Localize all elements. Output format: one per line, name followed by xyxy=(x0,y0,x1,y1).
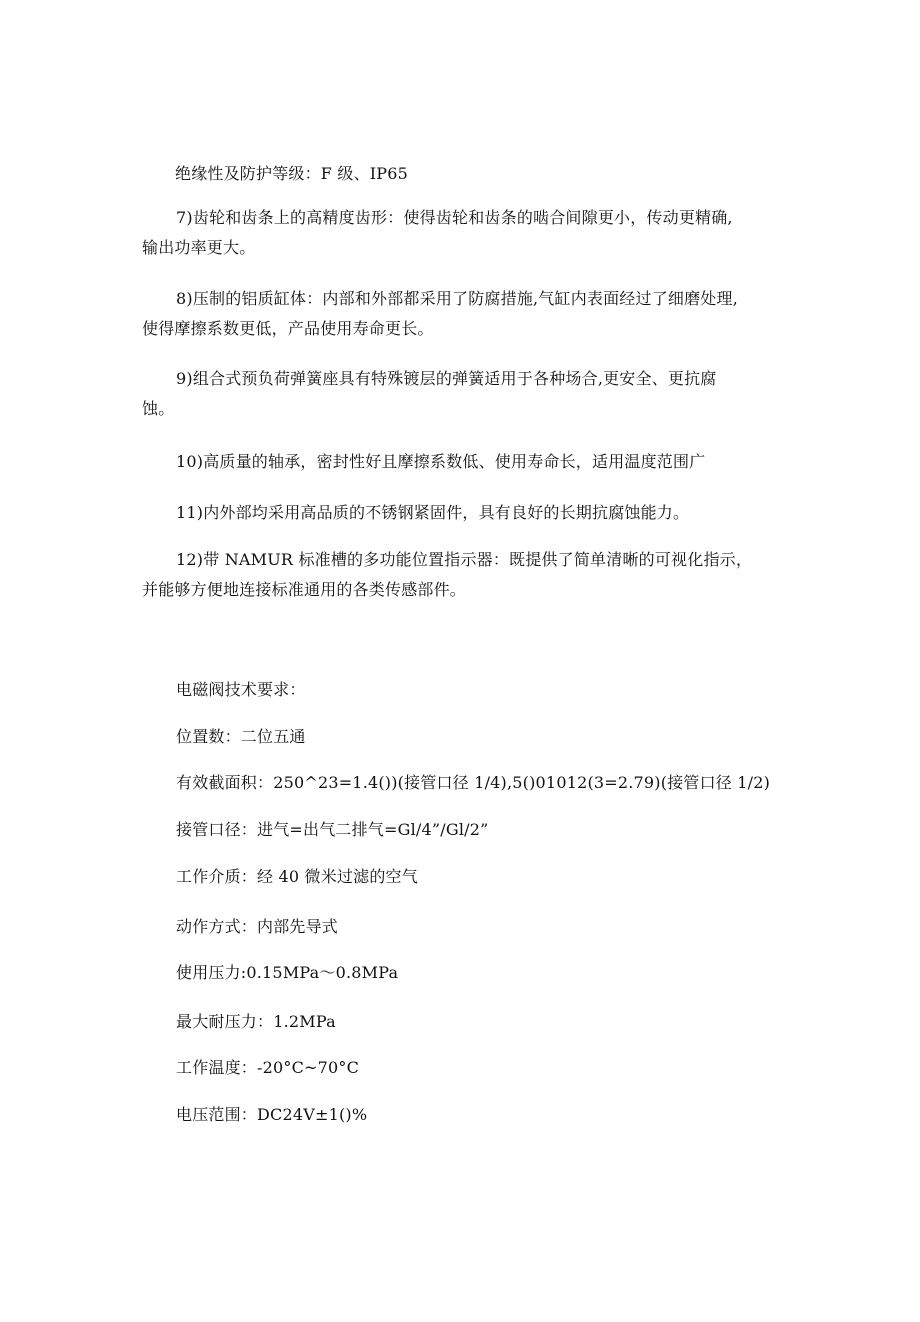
feature-item-7-line1: 7)齿轮和齿条上的高精度齿形：使得齿轮和齿条的啮合间隙更小，传动更精确, xyxy=(176,208,733,227)
feature-item-12 xyxy=(142,545,807,605)
feature-item-7 xyxy=(142,203,807,263)
feature-item-9-line1: 9)组合式预负荷弹簧座具有特殊镀层的弹簧适用于各种场合,更安全、更抗腐 xyxy=(176,369,717,388)
insulation-spec: 绝缘性及防护等级：F 级、IP65 xyxy=(175,164,409,183)
spec-max-pressure: 最大耐压力：1.2MPa xyxy=(176,1012,336,1031)
feature-item-8-line2: 使得摩擦系数更低，产品使用寿命更长。 xyxy=(142,319,434,338)
spec-working-pressure: 使用压力:0.15MPa～0.8MPa xyxy=(176,963,399,982)
solenoid-heading: 电磁阀技术要求： xyxy=(176,680,306,699)
spec-working-temperature: 工作温度：-20°C~70°C xyxy=(176,1058,360,1077)
feature-item-8-line1: 8)压制的铝质缸体：内部和外部都采用了防腐措施,气缸内表面经过了细磨处理, xyxy=(176,289,738,308)
feature-item-12-line1: 12)带 NAMUR 标准槽的多功能位置指示器：既提供了简单清晰的可视化指示， xyxy=(176,550,753,569)
spec-effective-area: 有效截面积：250^23=1.4())(接管口径 1/4),5()01012(3=2.79)(接管口径 1/2) xyxy=(176,773,771,792)
feature-item-9-line2: 蚀。 xyxy=(142,399,175,418)
spec-port-size: 接管口径：进气=出气二排气=Gl/4”/Gl/2” xyxy=(176,820,489,839)
spec-actuation-mode: 动作方式：内部先导式 xyxy=(176,917,339,936)
feature-item-8 xyxy=(142,284,807,344)
spec-position-count: 位置数：二位五通 xyxy=(176,727,306,746)
spec-working-medium: 工作介质：经 40 微米过滤的空气 xyxy=(176,867,418,886)
feature-item-10: 10)高质量的轴承，密封性好且摩擦系数低、使用寿命长，适用温度范围广 xyxy=(176,452,706,471)
feature-item-9 xyxy=(142,364,807,424)
spec-voltage-range: 电压范围：DC24V±1()% xyxy=(176,1105,368,1124)
feature-item-12-line2: 并能够方便地连接标准通用的各类传感部件。 xyxy=(142,580,467,599)
feature-item-11: 11)内外部均采用高品质的不锈钢紧固件，具有良好的长期抗腐蚀能力。 xyxy=(176,503,690,522)
feature-item-7-line2: 输出功率更大。 xyxy=(142,238,256,257)
